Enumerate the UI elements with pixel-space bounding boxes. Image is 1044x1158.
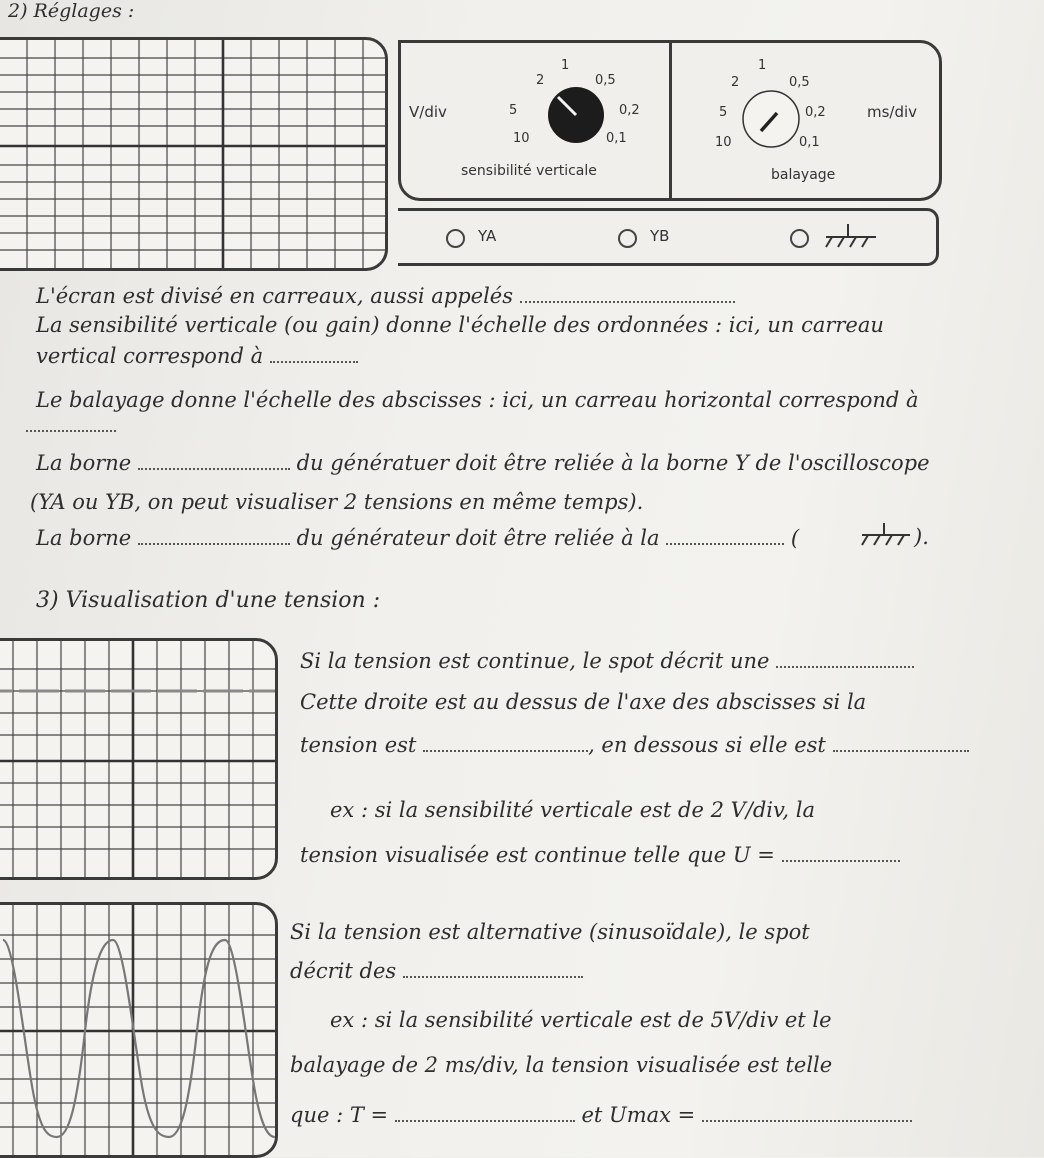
vdiv-tick: 10 xyxy=(513,131,530,146)
answer-blank[interactable] xyxy=(776,648,914,668)
sweep-caption: balayage xyxy=(771,167,836,183)
answer-blank[interactable] xyxy=(702,1102,912,1122)
oscilloscope-screen-3 xyxy=(0,902,278,1158)
text-line: balayage de 2 ms/div, la tension visualisée est telle xyxy=(290,1053,833,1077)
text-line: Le balayage donne l'échelle des abscisses : ici, un carreau horizontal correspond à xyxy=(36,388,919,412)
answer-blank[interactable] xyxy=(520,283,735,303)
screen-1-grid xyxy=(0,40,385,268)
controls-panel xyxy=(398,40,942,201)
text-line: La sensibilité verticale (ou gain) donne l'échelle des ordonnées : ici, un carreau xyxy=(36,313,884,337)
answer-blank[interactable] xyxy=(26,412,116,432)
screen-3-grid xyxy=(0,905,275,1155)
vdiv-tick: 5 xyxy=(509,103,518,118)
sine-wave xyxy=(3,940,275,1137)
oscilloscope-screen-2 xyxy=(0,638,278,880)
ya-label: YA xyxy=(478,227,497,245)
sweep-tick: 0,5 xyxy=(789,75,810,90)
screen-2-grid xyxy=(0,641,275,877)
answer-blank[interactable] xyxy=(395,1102,575,1122)
vdiv-tick: 1 xyxy=(561,58,570,73)
sweep-tick: 5 xyxy=(719,105,728,120)
text-line: La borne du générateur doit être reliée à la ( xyxy=(36,526,800,550)
sweep-tick: 0,1 xyxy=(799,135,820,150)
section-3-title: 3) Visualisation d'une tension : xyxy=(36,588,381,613)
vdiv-tick: 0,2 xyxy=(619,103,640,118)
text-line: ex : si la sensibilité verticale est de 5V/div et le xyxy=(330,1008,832,1032)
sweep-tick: 10 xyxy=(715,135,732,150)
vdiv-tick: 2 xyxy=(536,73,545,88)
ground-icon xyxy=(820,223,880,249)
text-line: vertical correspond à xyxy=(36,343,358,368)
section-2-title: 2) Réglages : xyxy=(8,0,135,22)
sweep-knob[interactable] xyxy=(739,87,803,151)
answer-blank[interactable] xyxy=(666,525,784,545)
ground-symbol-icon xyxy=(858,522,914,548)
sweep-tick: 2 xyxy=(731,75,740,90)
vdiv-label: V/div xyxy=(409,103,447,121)
answer-blank[interactable] xyxy=(270,343,358,363)
answer-blank[interactable] xyxy=(138,450,290,470)
text-line: tension est , en dessous si elle est xyxy=(300,732,969,757)
text-line: Si la tension est continue, le spot décrit une xyxy=(300,648,914,673)
inputs-panel xyxy=(398,208,939,266)
vdiv-tick: 0,5 xyxy=(595,73,616,88)
panel-divider xyxy=(669,43,672,198)
vdiv-knob[interactable] xyxy=(544,83,608,147)
answer-blank[interactable] xyxy=(833,732,969,752)
ground-terminal[interactable] xyxy=(790,229,809,248)
answer-blank[interactable] xyxy=(423,732,588,752)
vdiv-tick: 0,1 xyxy=(606,131,627,146)
answer-blank[interactable] xyxy=(403,958,583,978)
text-line: décrit des xyxy=(290,958,583,983)
text-line: L'écran est divisé en carreaux, aussi appelés xyxy=(36,283,735,308)
text-line: ex : si la sensibilité verticale est de 2 V/div, la xyxy=(330,798,815,822)
msdiv-label: ms/div xyxy=(867,103,918,121)
answer-blank[interactable] xyxy=(782,842,900,862)
oscilloscope-screen-1 xyxy=(0,37,388,271)
sweep-tick: 1 xyxy=(758,58,767,73)
answer-blank[interactable] xyxy=(138,525,290,545)
sweep-tick: 0,2 xyxy=(805,105,826,120)
text-line: que : T = et Umax = xyxy=(290,1102,912,1127)
text-line: La borne du génératuer doit être reliée à la borne Y de l'oscilloscope xyxy=(36,451,930,475)
text-line: Cette droite est au dessus de l'axe des abscisses si la xyxy=(300,690,867,714)
yb-terminal[interactable] xyxy=(618,229,637,248)
ya-terminal[interactable] xyxy=(446,229,465,248)
yb-label: YB xyxy=(650,227,670,245)
close-paren: ). xyxy=(914,525,929,549)
text-line: (YA ou YB, on peut visualiser 2 tensions en même temps). xyxy=(30,490,644,514)
vertical-sensitivity-caption: sensibilité verticale xyxy=(461,163,597,179)
text-line: tension visualisée est continue telle que U = xyxy=(300,842,900,867)
text-line: Si la tension est alternative (sinusoïdale), le spot xyxy=(290,920,810,944)
